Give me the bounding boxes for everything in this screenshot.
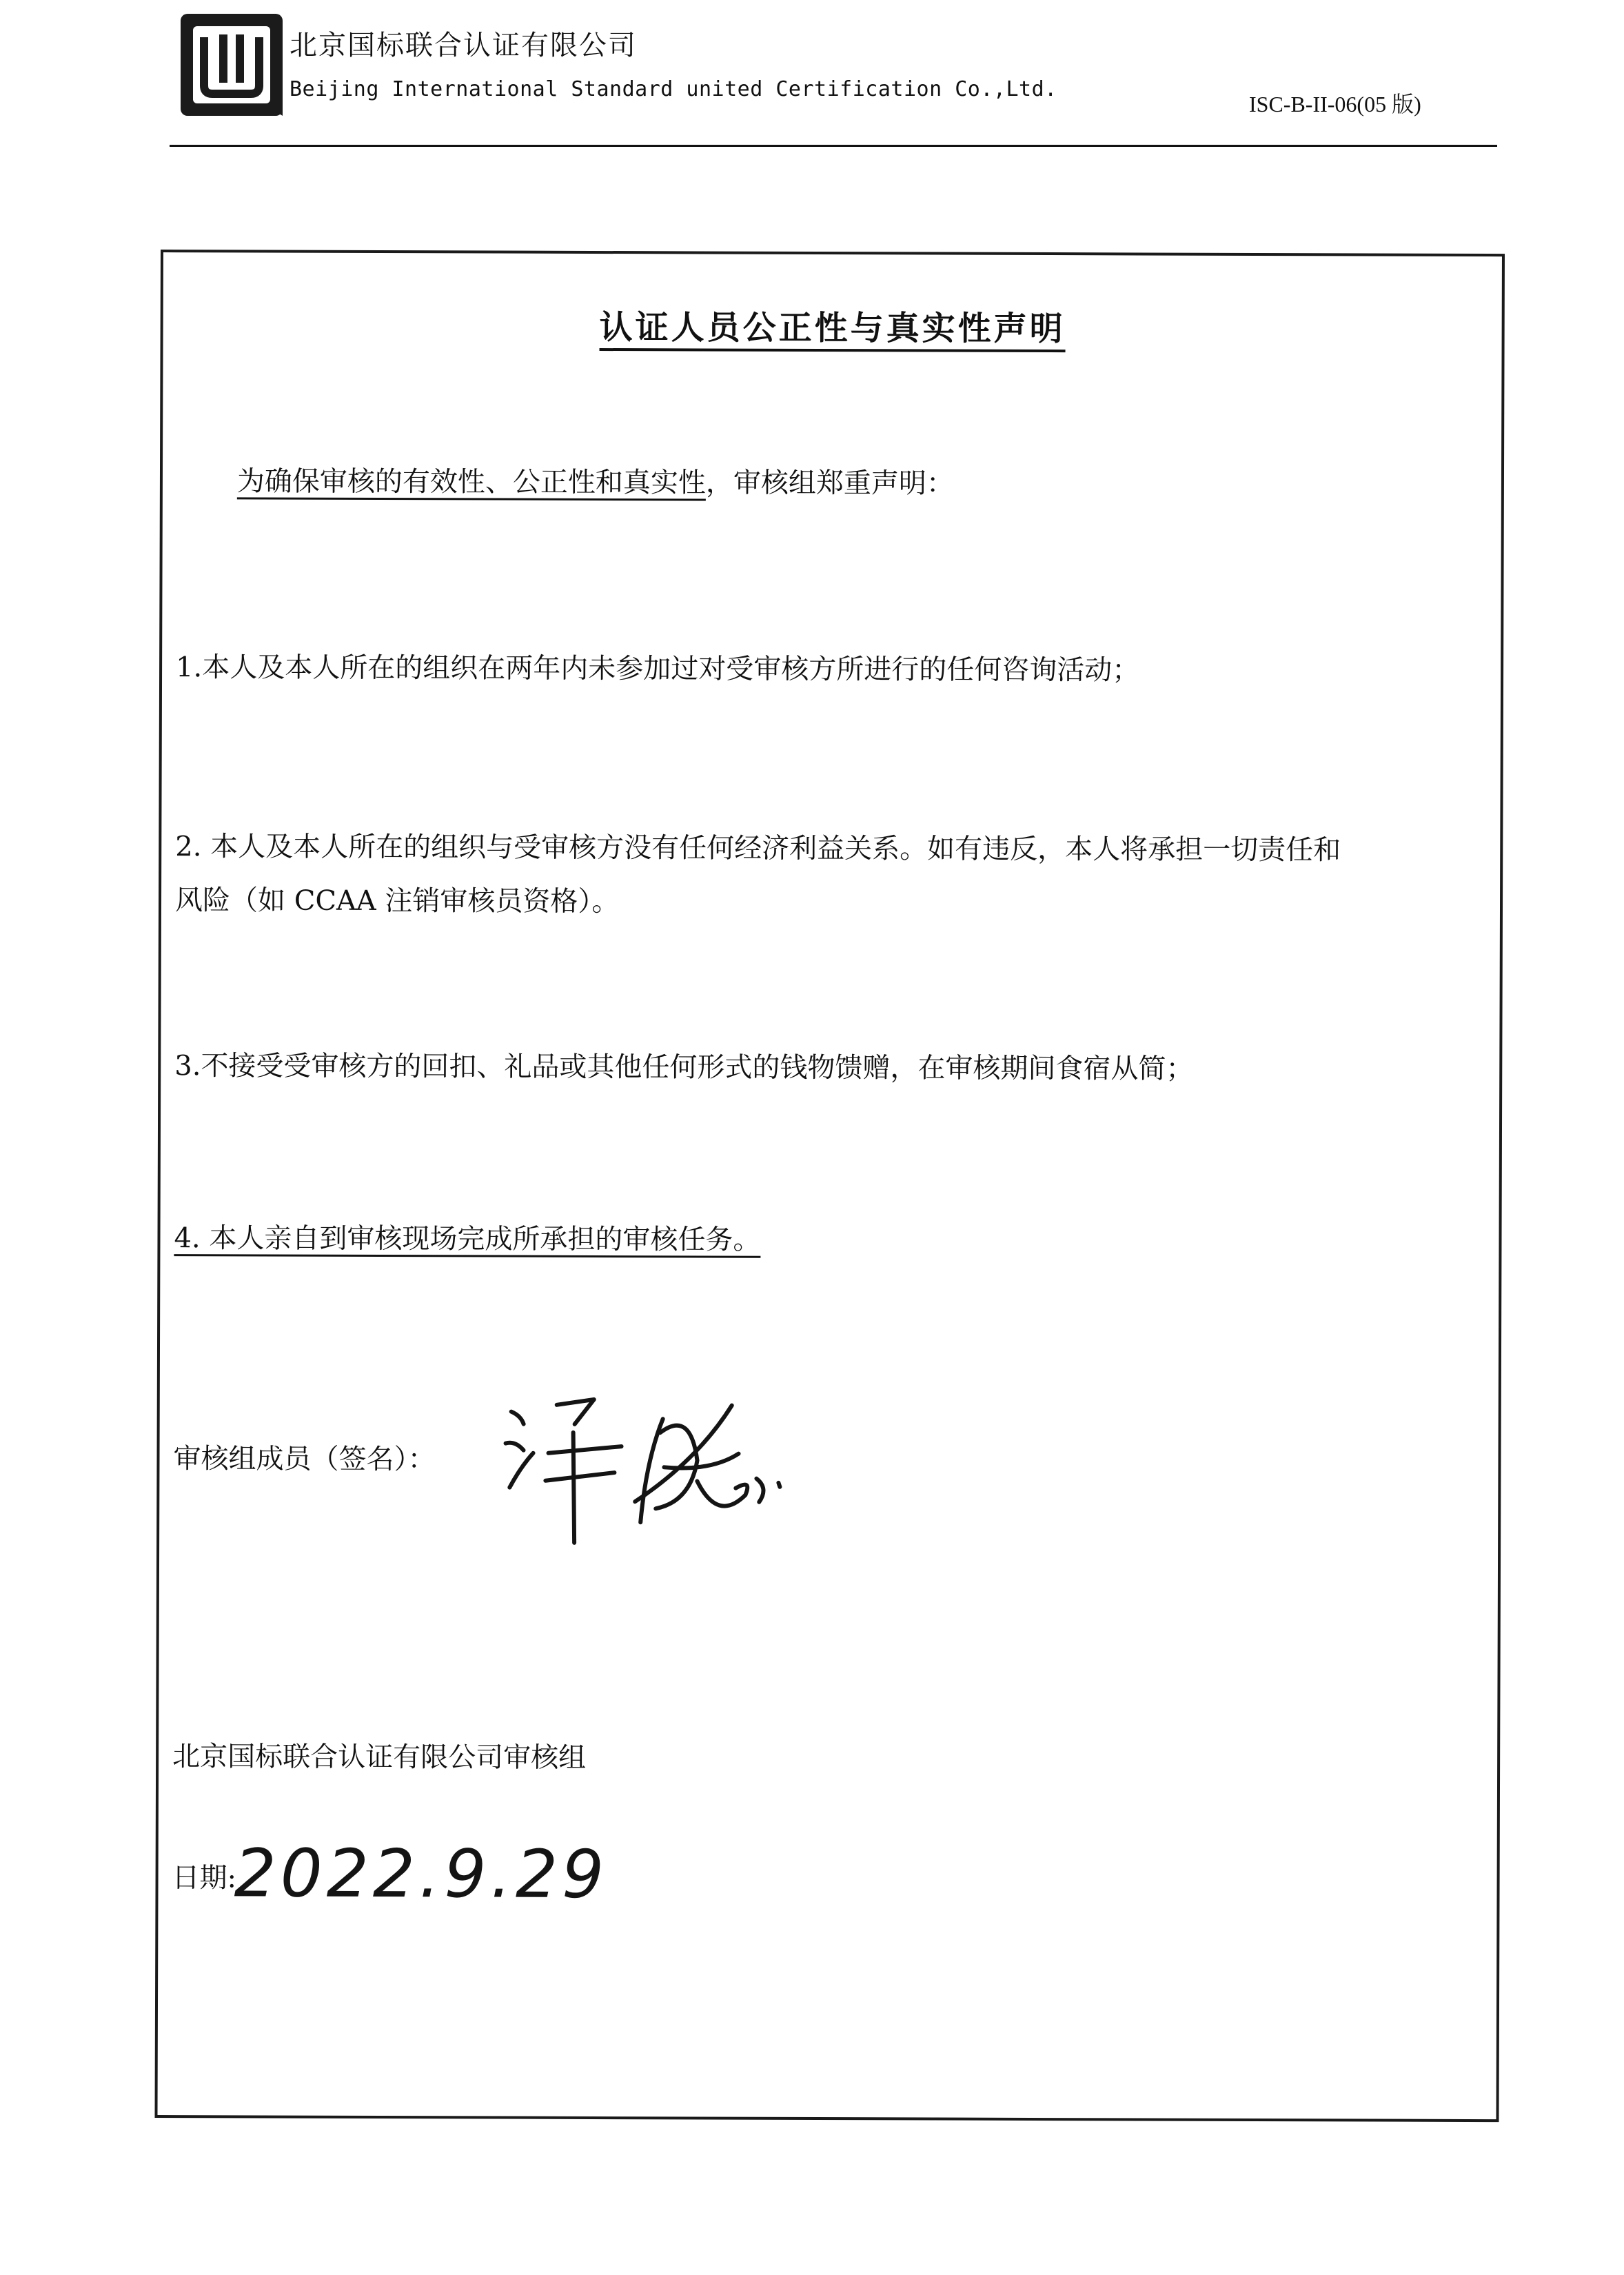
declaration-intro xyxy=(237,454,954,511)
declaration-item-2-line-2: 风险（如 CCAA 注销审核员资格）。 xyxy=(174,884,620,918)
handwritten-date: 2022.9.29 xyxy=(234,1834,609,1914)
declaration-item-3: 3.不接受受审核方的回扣、礼品或其他任何形式的钱物馈赠，在审核期间食宿从简； xyxy=(174,1050,1194,1085)
declaration-title-text: 认证人员公正性与真实性声明 xyxy=(600,308,1066,352)
declaration-frame xyxy=(154,250,1505,2122)
auditing-team-org: 北京国标联合认证有限公司审核组 xyxy=(172,1741,587,1774)
declaration-title xyxy=(163,299,1502,351)
date-label: 日期: xyxy=(172,1862,237,1894)
company-name-cn: 北京国标联合认证有限公司 xyxy=(290,30,637,61)
signer-label: 审核组成员（签名）： xyxy=(173,1443,436,1476)
header-divider xyxy=(170,145,1497,147)
declaration-item-4 xyxy=(174,1211,760,1268)
intro-underlined-text: 为确保审核的有效性、公正性和真实性 xyxy=(237,465,706,501)
document-code: ISC-B-II-06(05 版) xyxy=(1249,92,1421,117)
item-4-text: 4. 本人亲自到审核现场完成所承担的审核任务。 xyxy=(174,1222,760,1258)
declaration-item-2-line-1: 2. 本人及本人所在的组织与受审核方没有任何经济利益关系。如有违反，本人将承担一切责任和 xyxy=(175,831,1341,867)
intro-rest-text: ，审核组郑重声明： xyxy=(705,467,955,500)
signature-icon xyxy=(490,1384,808,1550)
declaration-item-1: 1.本人及本人所在的组织在两年内未参加过对受审核方所进行的任何咨询活动； xyxy=(176,651,1140,687)
company-name-en: Beijing International Standard united Certification Co.,Ltd. xyxy=(290,77,1057,101)
company-logo-icon xyxy=(176,10,287,120)
